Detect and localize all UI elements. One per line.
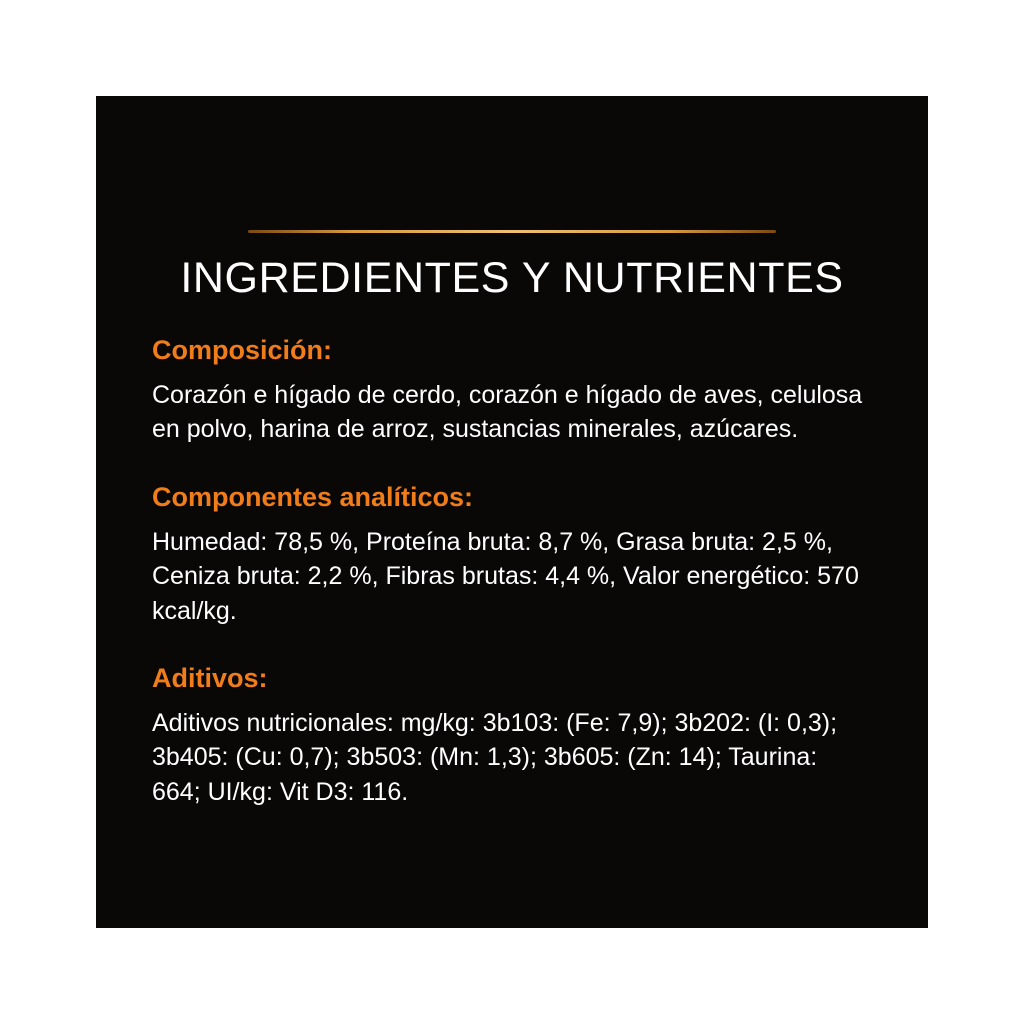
section-body-aditivos: Aditivos nutricionales: mg/kg: 3b103: (Fe: 7,9); 3b202: (I: 0,3); 3b405: (Cu: 0,7); 3b503: (Mn: 1,3); 3b605: (Zn: 14); Taurina: 664; UI/kg: Vit D3: 116. [152, 708, 838, 806]
section-composicion [152, 334, 872, 447]
section-componentes-analiticos [152, 481, 872, 628]
section-heading-aditivos: Aditivos: [152, 663, 268, 693]
section-heading-composicion: Composición: [152, 335, 332, 365]
section-aditivos [152, 662, 872, 809]
ingredients-panel [96, 96, 928, 928]
divider-top [248, 230, 776, 233]
page-title: INGREDIENTES Y NUTRIENTES [180, 254, 844, 302]
section-heading-componentes-analiticos: Componentes analíticos: [152, 481, 474, 512]
section-body-componentes-analiticos: Humedad: 78,5 %, Proteína bruta: 8,7 %, Grasa bruta: 2,5 %, Ceniza bruta: 2,2 %, Fibras brutas: 4,4 %, Valor energético: 570 kcal/kg. [152, 527, 859, 625]
sections-container [152, 334, 872, 817]
section-body-composicion: Corazón e hígado de cerdo, corazón e hígado de aves, celulosa en polvo, harina de arroz, sustancias minerales, azúcares. [152, 380, 863, 444]
